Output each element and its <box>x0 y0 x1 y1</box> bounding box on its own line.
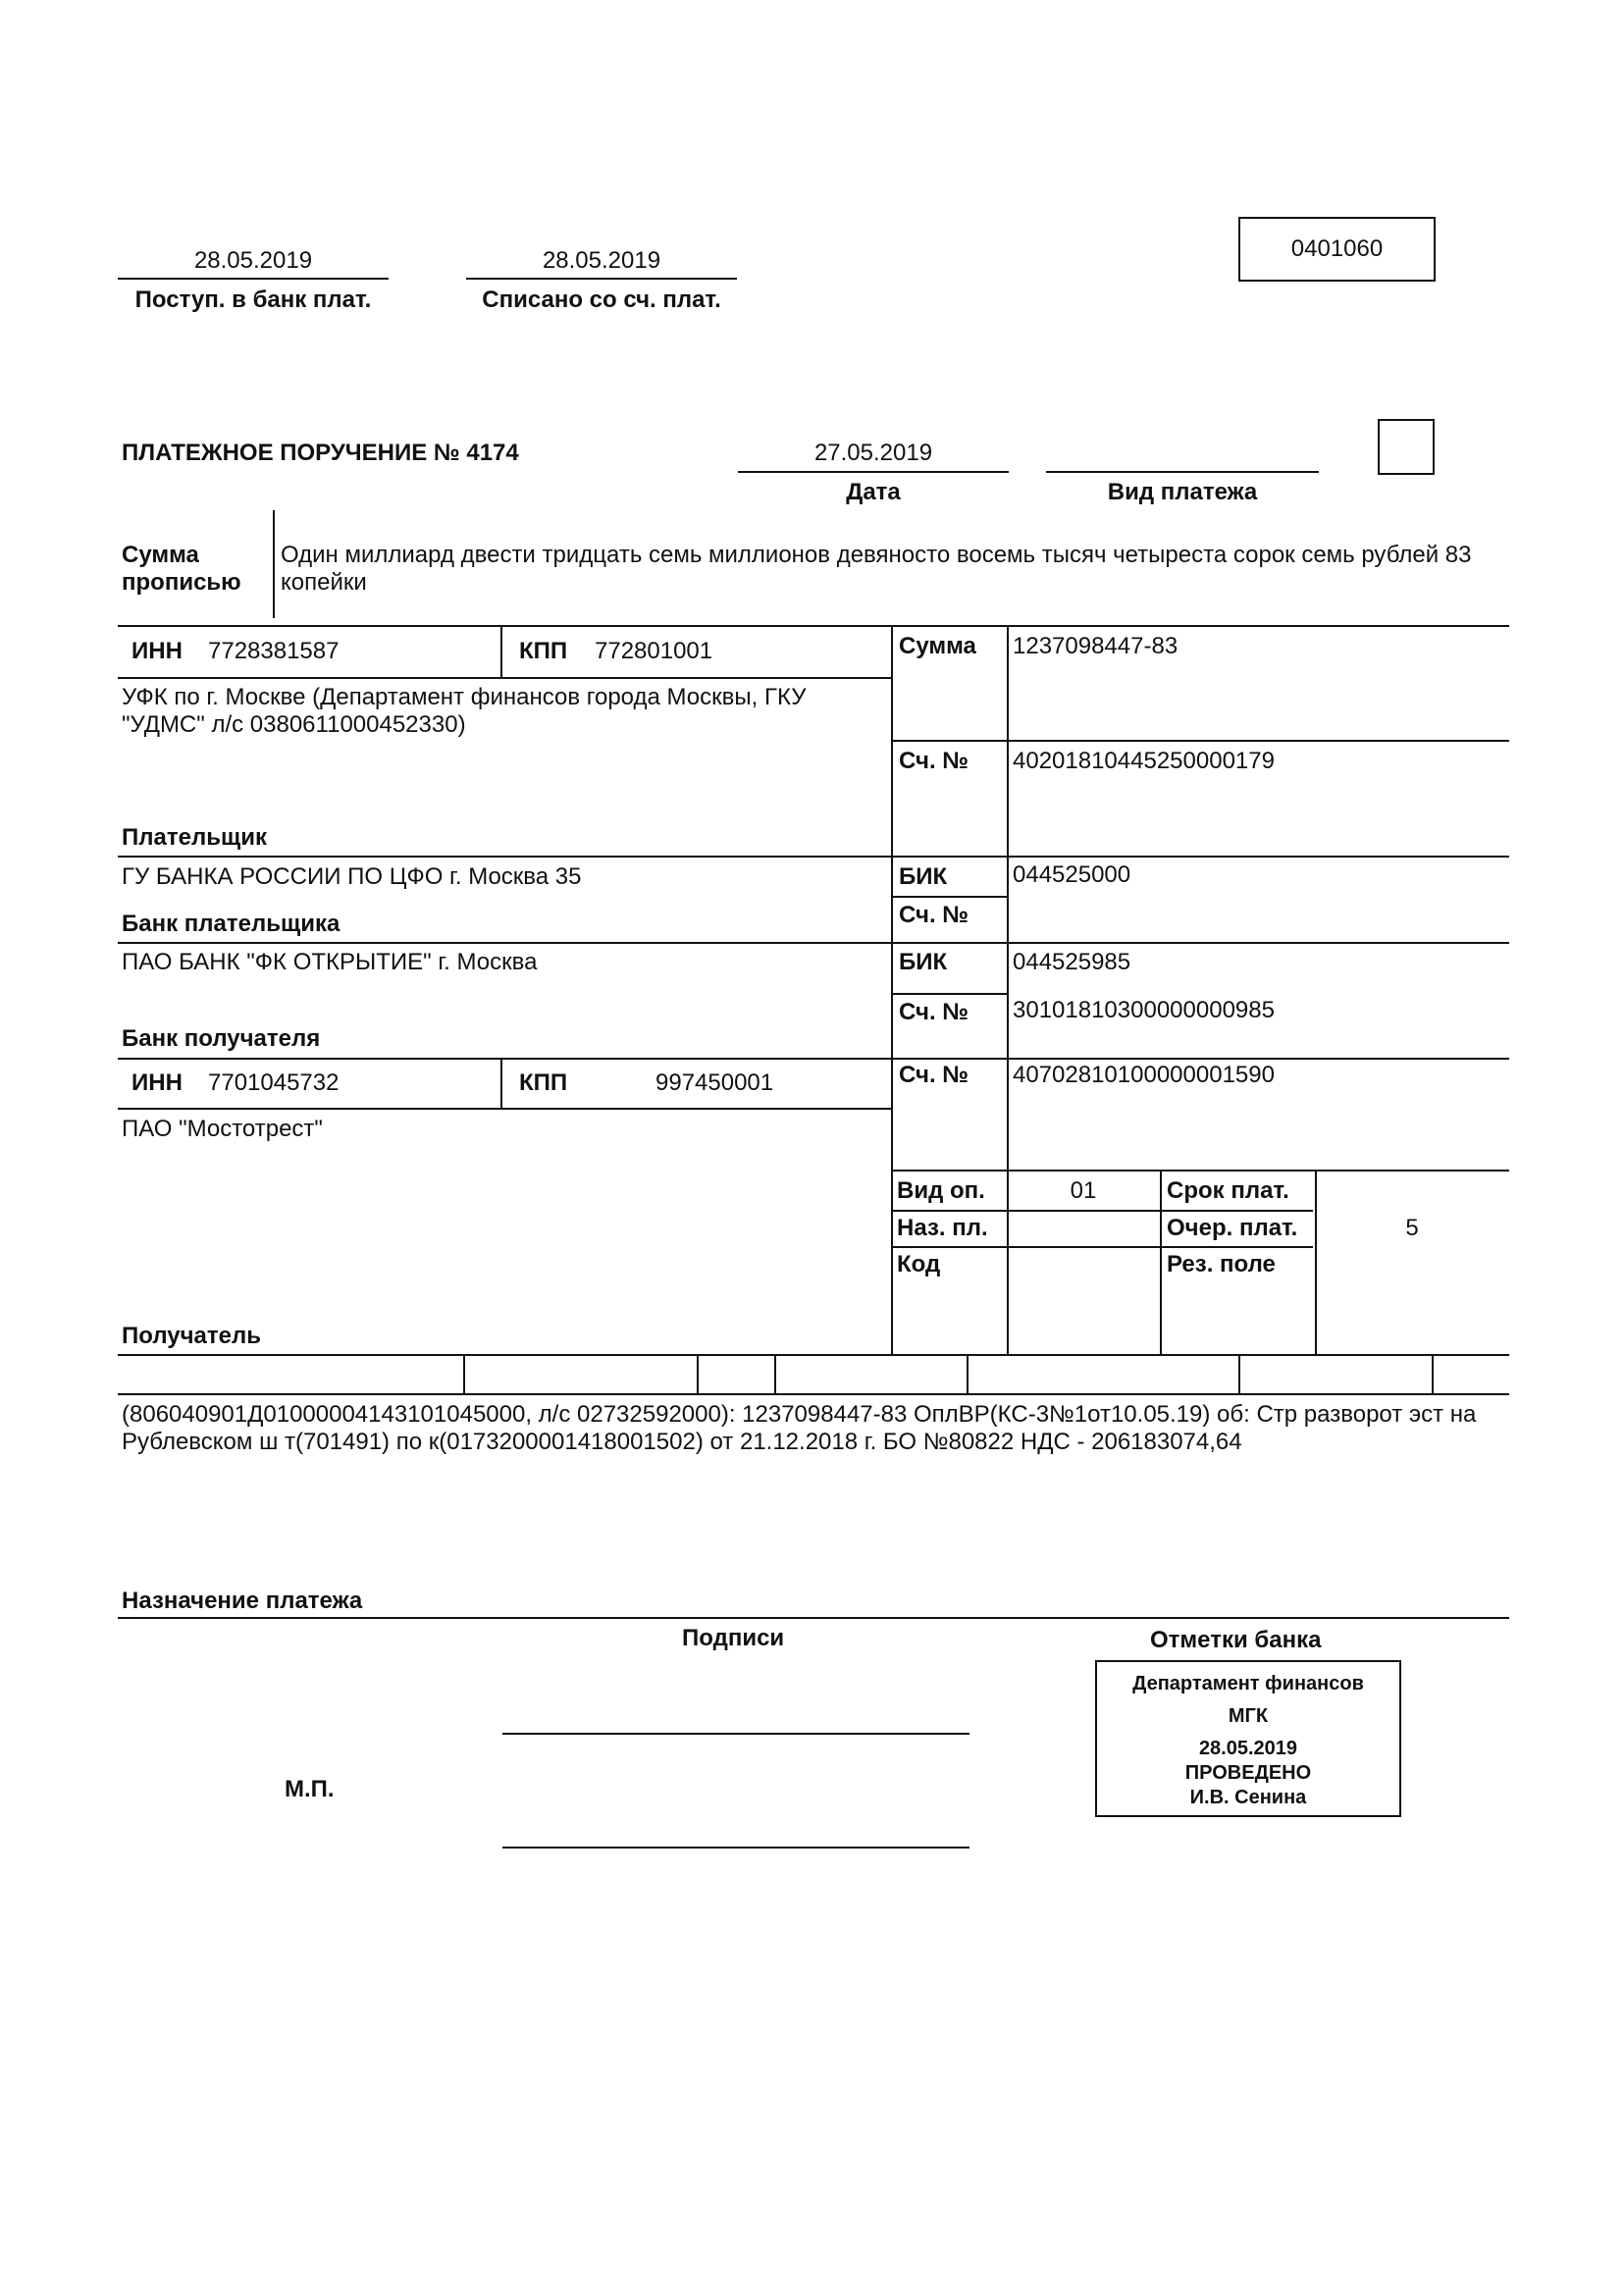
payee-label: Получатель <box>122 1323 261 1349</box>
payee-name: ПАО "Мостотрест" <box>122 1116 323 1142</box>
payee-bank-name: ПАО БАНК "ФК ОТКРЫТИЕ" г. Москва <box>122 949 538 975</box>
tax-row-sep-5 <box>1238 1354 1240 1393</box>
payer-account: 40201810445250000179 <box>1013 748 1275 774</box>
debited-label: Списано со сч. плат. <box>482 286 721 313</box>
payer-inn-label: ИНН <box>131 638 183 664</box>
payer-name: УФК по г. Москве (Департамент финансов города Москвы, ГКУ "УДМС" л/с 0380611000452330) <box>122 684 807 738</box>
payer-amount: 1237098447-83 <box>1013 633 1179 659</box>
grid-line-codes-top <box>891 1170 1509 1172</box>
grid-line-payer-bank-bottom <box>118 942 1509 944</box>
purpose-code-label: Наз. пл. <box>897 1215 988 1241</box>
tax-row-sep-4 <box>967 1354 969 1393</box>
payee-kpp-divider <box>500 1058 502 1108</box>
op-type-label: Вид оп. <box>897 1177 985 1204</box>
order-date-label: Дата <box>846 479 901 505</box>
grid-vertical-labels-left <box>891 625 893 1354</box>
received-label: Поступ. в банк плат. <box>134 286 372 313</box>
order-date: 27.05.2019 <box>813 440 933 466</box>
grid-line-payer-bottom <box>118 856 1509 858</box>
payee-inn-label: ИНН <box>131 1069 183 1096</box>
tax-row-top <box>118 1354 1509 1356</box>
bank-marks-label: Отметки банка <box>1150 1627 1322 1653</box>
payee-kpp: 997450001 <box>655 1069 774 1096</box>
payee-kpp-label: КПП <box>519 1069 568 1096</box>
order-title: ПЛАТЕЖНОЕ ПОРУЧЕНИЕ № 4174 <box>122 440 519 466</box>
payer-kpp-label: КПП <box>519 638 568 664</box>
purpose-label: Назначение платежа <box>122 1588 363 1614</box>
stamp-line-2: МГК <box>1228 1705 1269 1727</box>
payer-bank-bik-label: БИК <box>899 863 948 890</box>
payee-bank-bik: 044525985 <box>1013 949 1131 975</box>
grid-line-payer-bik-bottom <box>891 896 1009 898</box>
payee-account: 40702810100000001590 <box>1013 1062 1275 1088</box>
payment-type-label: Вид платежа <box>1107 479 1258 505</box>
seal-label: М.П. <box>285 1776 335 1802</box>
order-date-line <box>738 471 1009 473</box>
grid-line-payee-bik-bottom <box>891 993 1009 995</box>
priority-label: Очер. плат. <box>1167 1215 1298 1241</box>
signature-line-1 <box>502 1733 969 1735</box>
grid-vertical-labels-right <box>1007 625 1009 1354</box>
stamp-line-3: 28.05.2019 <box>1198 1738 1298 1759</box>
grid-line-payee-bank-bottom <box>118 1058 1509 1060</box>
payee-account-label: Сч. № <box>899 1062 969 1088</box>
payer-inn: 7728381587 <box>208 638 340 664</box>
purpose-text: (806040901Д01000004143101045000, л/с 02732592000): 1237098447-83 ОплВР(КС-3№1от10.05.19) об: Стр разворот эст на Рублевском ш т(701491) по к(0173200001418001502) от 21.12.2018 г. БО №80822 НДС - 206183074,64 <box>122 1401 1477 1455</box>
grid-line-inn-top <box>118 625 1509 627</box>
payee-bank-account: 30101810300000000985 <box>1013 997 1275 1023</box>
grid-vertical-codes-1 <box>1160 1170 1162 1354</box>
grid-line-codes-mid2 <box>891 1246 1313 1248</box>
payer-amount-label: Сумма <box>899 633 976 659</box>
bank-stamp <box>1095 1660 1401 1817</box>
payee-bank-account-label: Сч. № <box>899 999 969 1025</box>
amount-words-divider <box>273 510 275 618</box>
stamp-line-4: ПРОВЕДЕНО <box>1184 1762 1312 1784</box>
tax-row-sep-1 <box>463 1354 465 1393</box>
payer-kpp-divider <box>500 625 502 677</box>
payer-bank-label: Банк плательщика <box>122 911 341 937</box>
payer-bank-account-label: Сч. № <box>899 902 969 928</box>
form-code-box <box>1238 217 1436 282</box>
signatures-label: Подписи <box>682 1625 785 1651</box>
payee-inn: 7701045732 <box>208 1069 340 1096</box>
payer-label: Плательщик <box>122 824 267 851</box>
received-date-line <box>118 278 389 280</box>
grid-vertical-codes-2 <box>1315 1170 1317 1354</box>
stamp-line-1: Департамент финансов <box>1132 1673 1364 1694</box>
code-label: Код <box>897 1251 941 1277</box>
payee-bank-label: Банк получателя <box>122 1025 321 1052</box>
tax-row-sep-3 <box>774 1354 776 1393</box>
amount-words-label-1: Сумма <box>122 542 199 568</box>
received-date: 28.05.2019 <box>193 247 313 274</box>
grid-line-account-top <box>891 740 1509 742</box>
signature-line-2 <box>502 1847 969 1849</box>
payee-bank-bik-label: БИК <box>899 949 948 975</box>
tax-row-sep-6 <box>1432 1354 1434 1393</box>
form-code: 0401060 <box>1290 235 1384 262</box>
payer-kpp: 772801001 <box>595 638 713 664</box>
debited-date-line <box>466 278 737 280</box>
payer-account-label: Сч. № <box>899 748 969 774</box>
grid-line-codes-mid1 <box>891 1210 1313 1212</box>
op-type: 01 <box>1070 1177 1097 1204</box>
payment-type-line <box>1046 471 1319 473</box>
mark-box <box>1378 419 1435 475</box>
grid-line-inn-bottom <box>118 677 891 679</box>
amount-words-text: Один миллиард двести тридцать семь миллионов девяносто восемь тысяч четыреста сорок семь рублей 83 копейки <box>281 542 1472 596</box>
tax-row-bottom <box>118 1393 1509 1395</box>
debited-date: 28.05.2019 <box>542 247 661 274</box>
payer-bank-name: ГУ БАНКА РОССИИ ПО ЦФО г. Москва 35 <box>122 863 582 890</box>
priority: 5 <box>1405 1215 1419 1241</box>
tax-row-sep-2 <box>697 1354 699 1393</box>
payer-bank-bik: 044525000 <box>1013 861 1131 888</box>
reserve-label: Рез. поле <box>1167 1251 1276 1277</box>
amount-words-label-2: прописью <box>122 569 241 596</box>
grid-line-payee-inn-bottom <box>118 1108 891 1110</box>
purpose-bottom-line <box>118 1617 1509 1619</box>
stamp-line-5: И.В. Сенина <box>1189 1787 1307 1808</box>
due-label: Срок плат. <box>1167 1177 1289 1204</box>
